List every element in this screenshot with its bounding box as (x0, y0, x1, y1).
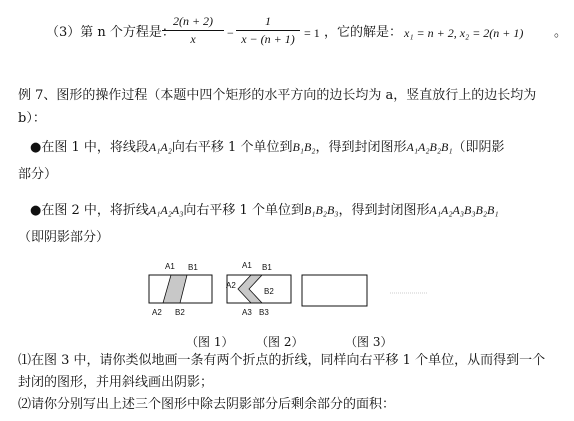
example-7-title-line2: b）： (18, 111, 46, 126)
minus-sign: − (227, 26, 234, 40)
segment-b1b2: B₁B₂ (292, 140, 316, 154)
figure-3 (302, 275, 428, 306)
question-2: ⑵请你分别写出上述三个图形中除去阴影部分后剩余部分的面积： (18, 397, 396, 412)
bullet-1-prefix: ●在图 1 中，将线段 (30, 140, 149, 155)
bullet-2-mid: 向右平移 1 个单位到 (183, 203, 304, 218)
fraction-2 (236, 14, 300, 47)
figure-2 (226, 261, 291, 317)
equals-one: = 1 (304, 26, 320, 40)
figure-3-rectangle (302, 275, 367, 306)
question-1-line1: ⑴在图 3 中，请你类似地画一条有两个折点的折线，同样向右平移 1 个单位，从而得到一个 (18, 353, 546, 368)
bullet-2-line1 (30, 201, 499, 220)
bullet-1-end: （即阴影 (452, 140, 505, 155)
figure-2-label-a1: A1 (242, 261, 252, 270)
fraction-1-bar (162, 30, 224, 31)
bullet-2-prefix: ●在图 2 中，将折线 (30, 203, 149, 218)
segment-a1a2: A₁A₂ (148, 140, 172, 154)
figures-diagram (0, 256, 574, 336)
figure-1-label-a2: A2 (152, 308, 162, 317)
figure-2-label-b3: B3 (259, 308, 269, 317)
fraction-1 (162, 14, 224, 47)
fraction-1-denominator: x (190, 32, 196, 46)
figure-2-label-b2: B2 (264, 287, 274, 296)
example-7-title-line1: 例 7、图形的操作过程（本题中四个矩形的水平方向的边长均为 a，竖直放行上的边长均为 (18, 88, 537, 103)
solution-prefix: ，它的解是： (324, 25, 403, 40)
figure-1-label-a1: A1 (165, 262, 175, 271)
figure-1-caption: （图 1） (186, 335, 234, 349)
solution-end: 。 (554, 25, 568, 40)
figure-2-label-a3: A3 (242, 308, 252, 317)
fraction-2-bar (236, 30, 300, 31)
solution-expression: x₁ = n + 2, x₂ = 2(n + 1) (404, 26, 524, 40)
figure-1 (149, 262, 212, 317)
bullet-1-line2: 部分） (18, 167, 58, 182)
figure-1-label-b1: B1 (188, 263, 198, 272)
bullet-1-mid2: ，得到封闭图形 (315, 140, 407, 155)
shape-a1a2a3b3b2b1: A₁A₂A₃B₃B₂B₁ (429, 203, 499, 217)
bullet-2-mid2: ，得到封闭图形 (338, 203, 430, 218)
figure-3-caption: （图 3） (345, 335, 393, 349)
bullet-1-line1 (30, 138, 505, 157)
fraction-1-numerator: 2(n + 2) (172, 14, 214, 28)
figure-2-label-a2: A2 (226, 281, 236, 290)
figure-1-label-b2: B2 (175, 308, 185, 317)
fraction-2-numerator: 1 (265, 14, 271, 28)
fraction-2-denominator: x − (n + 1) (241, 32, 295, 46)
polyline-b1b2b3: B₁B₂B₃ (303, 203, 339, 217)
shape-a1a2b2b1: A₁A₂B₂B₁ (406, 140, 453, 154)
figure-1-shade (163, 275, 187, 303)
figure-2-caption: （图 2） (256, 335, 304, 349)
bullet-2-line2: （即阴影部分） (18, 230, 110, 245)
bullet-1-mid: 向右平移 1 个单位到 (171, 140, 293, 155)
figure-2-label-b1: B1 (262, 263, 272, 272)
figure-2-rectangle (227, 275, 291, 303)
equation-line-prefix: （3）第 n 个方程是： (46, 25, 175, 40)
question-1-line2: 封闭的图形，并用斜线画出阴影； (18, 375, 214, 390)
figure-2-shade (238, 275, 262, 303)
polyline-a1a2a3: A₁A₂A₃ (148, 203, 184, 217)
